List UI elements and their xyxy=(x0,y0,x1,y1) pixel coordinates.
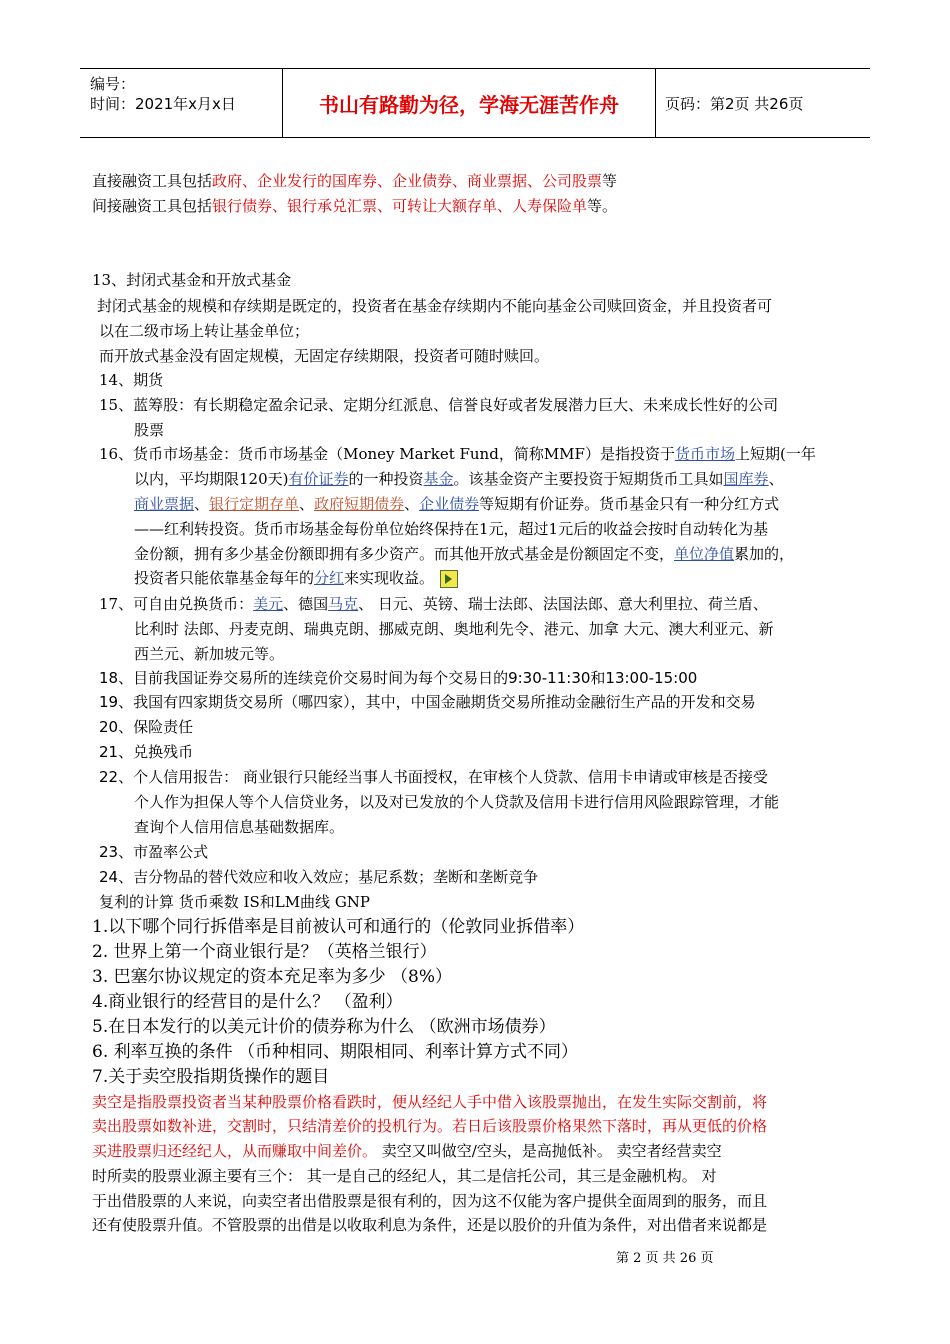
short-sell-line2: 卖出股票如数补进，交割时，只结清差价的投机行为。若日后该股票价格果然下落时，再从更低的价格 xyxy=(92,1117,768,1135)
direct-suffix: 等 xyxy=(602,172,618,190)
misc-topics: 复利的计算 货币乘数 IS和LM曲线 GNP xyxy=(99,893,371,911)
item-16-line1 xyxy=(99,444,816,464)
item-19: 19、我国有四家期货交易所（哪四家），其中，中国金融期货交易所推动金融衍生产品的开发和交易 xyxy=(99,693,756,711)
item-16-line5 xyxy=(134,544,794,564)
item-13-line2: 以在二级市场上转让基金单位； xyxy=(99,322,310,340)
short-sell-line4: 时所卖的股票业源主要有三个： 其一是自己的经纪人，其二是信托公司，其三是金融机构。 对 xyxy=(92,1167,717,1185)
item-16-text-b: 上短期(一年 xyxy=(734,445,816,463)
item-16-line3 xyxy=(134,494,779,514)
direct-prefix: 直接融资工具包括 xyxy=(92,172,213,190)
direct-items: 政府、企业发行的国库券、企业债券、商业票据、公司股票 xyxy=(212,172,603,190)
item-14: 14、期货 xyxy=(99,371,164,389)
item-22-line3: 查询个人信用信息基础数据库。 xyxy=(134,818,345,836)
item-17-line3: 西兰元、新加坡元等。 xyxy=(134,645,285,663)
code-label: 编号： xyxy=(90,75,136,93)
link-usd[interactable]: 美元 xyxy=(253,595,284,613)
short-sell-line3 xyxy=(92,1141,722,1161)
link-money-market[interactable]: 货币市场 xyxy=(674,445,735,463)
indirect-financing-line xyxy=(92,196,617,216)
question-5: 5.在日本发行的以美元计价的债券称为什么 （欧洲市场债券） xyxy=(92,1017,556,1037)
item-16-line2 xyxy=(134,469,784,489)
item-16-text-m: 累加的， xyxy=(734,545,795,563)
separator: 、 xyxy=(404,495,420,513)
direct-financing-line xyxy=(92,171,617,191)
item-24: 24、吉分物品的替代效应和收入效应；基尼系数；垄断和垄断竞争 xyxy=(99,868,539,886)
header-meta xyxy=(80,69,283,137)
item-17-text-b: 、德国 xyxy=(283,595,329,613)
item-16-text-e: 。该基金资产主要投资于短期货币工具如 xyxy=(453,470,724,488)
item-16-text-c: 以内，平均期限120天) xyxy=(134,470,289,488)
item-17-text-a: 17、可自由兑换货币： xyxy=(99,595,254,613)
link-fund[interactable]: 基金 xyxy=(423,470,454,488)
header-page-info: 页码：第2页 共26页 xyxy=(665,94,804,113)
link-securities[interactable]: 有价证券 xyxy=(288,470,349,488)
indirect-prefix: 间接融资工具包括 xyxy=(92,197,213,215)
link-dividend[interactable]: 分红 xyxy=(314,569,345,587)
question-4: 4.商业银行的经营目的是什么？ （盈利） xyxy=(92,992,403,1012)
indirect-items: 银行债券、银行承兑汇票、可转让大额存单、人寿保险单 xyxy=(212,197,588,215)
item-17-line1 xyxy=(99,594,768,614)
short-sell-line1: 卖空是指股票投资者当某种股票价格看跌时，便从经纪人手中借入该股票抛出，在发生实际交割前，将 xyxy=(92,1093,768,1111)
item-15-line2: 股票 xyxy=(134,421,165,439)
item-16-text-o: 来实现收益。 xyxy=(344,569,435,587)
link-treasury-bill[interactable]: 国库券 xyxy=(723,470,769,488)
header-motto: 书山有路勤为径，学海无涯苦作舟 xyxy=(283,69,656,137)
item-17-line2: 比利时 法郎、丹麦克朗、瑞典克朗、挪威克朗、奥地利先令、港元、加拿 大元、澳大利亚元、新 xyxy=(134,620,774,638)
question-1: 1.以下哪个同行拆借率是目前被认可和通行的（伦敦同业拆借率） xyxy=(92,917,585,937)
link-bank-deposit[interactable]: 银行定期存单 xyxy=(209,495,300,513)
link-commercial-paper[interactable]: 商业票据 xyxy=(134,495,195,513)
item-16-line6 xyxy=(134,568,458,588)
short-sell-line3-black: 卖空又叫做空/空头，是高抛低补。 卖空者经营卖空 xyxy=(377,1142,722,1160)
arrow-icon[interactable] xyxy=(440,570,458,588)
item-13-line3: 而开放式基金没有固定规模，无固定存续期限，投资者可随时赎回。 xyxy=(99,347,550,365)
question-6: 6. 利率互换的条件 （币种相同、期限相同、利率计算方式不同） xyxy=(92,1042,579,1062)
separator: 、 xyxy=(194,495,210,513)
date-label: 时间：2021年x月x日 xyxy=(90,95,236,113)
question-2: 2. 世界上第一个商业银行是？（英格兰银行） xyxy=(92,942,437,962)
separator: 、 xyxy=(299,495,315,513)
item-13-line1: 封闭式基金的规模和存续期是既定的，投资者在基金存续期内不能向基金公司赎回资金，并且投资者可 xyxy=(97,297,773,315)
item-13-title: 13、封闭式基金和开放式基金 xyxy=(92,271,292,289)
indirect-suffix: 等。 xyxy=(587,197,618,215)
link-government-bond[interactable]: 政府短期债券 xyxy=(314,495,405,513)
item-16-text-d: 的一种投资 xyxy=(348,470,424,488)
item-16-text-a: 16、货币市场基金：货币市场基金（Money Market Fund，简称MMF）是指投资于 xyxy=(99,445,675,463)
link-corporate-bond[interactable]: 企业债券 xyxy=(419,495,480,513)
item-15-line1: 15、蓝筹股：有长期稳定盈余记录、定期分红派息、信誉良好或者发展潜力巨大、未来成长性好的公司 xyxy=(99,396,779,414)
item-22-line1: 22、个人信用报告： 商业银行只能经当事人书面授权，在审核个人贷款、信用卡申请或审核是否接受 xyxy=(99,768,768,786)
short-sell-line5: 于出借股票的人来说，向卖空者出借股票是很有利的，因为这不仅能为客户提供全面周到的服务，而且 xyxy=(92,1192,768,1210)
item-22-line2: 个人作为担保人等个人信贷业务，以及对已发放的个人贷款及信用卡进行信用风险跟踪管理，才能 xyxy=(134,793,780,811)
item-23: 23、市盈率公式 xyxy=(99,843,209,861)
item-16-text-n: 投资者只能依靠基金每年的 xyxy=(134,569,315,587)
item-16-line4: ——红利转投资。货币市场基金每份单位始终保持在1元，超过1元后的收益会按时自动转化为基 xyxy=(134,520,769,538)
short-sell-line3-red: 买进股票归还经纪人，从而赚取中间差价。 xyxy=(92,1142,378,1160)
link-unit-nav[interactable]: 单位净值 xyxy=(674,545,735,563)
link-mark[interactable]: 马克 xyxy=(328,595,359,613)
item-16-text-j: 等短期有价证券。货币基金只有一种分红方式 xyxy=(479,495,780,513)
item-17-text-c: 、 日元、英镑、瑞士法郎、法国法郎、意大利里拉、荷兰盾、 xyxy=(358,595,768,613)
separator: 、 xyxy=(768,470,784,488)
item-20: 20、保险责任 xyxy=(99,718,194,736)
item-21: 21、兑换残币 xyxy=(99,743,194,761)
item-16-text-l: 金份额，拥有多少基金份额即拥有多少资产。而其他开放式基金是份额固定不变， xyxy=(134,545,675,563)
question-3: 3. 巴塞尔协议规定的资本充足率为多少 （8%） xyxy=(92,967,452,987)
page-header xyxy=(80,68,870,138)
item-18: 18、目前我国证券交易所的连续竞价交易时间为每个交易日的9:30-11:30和13:00-15:00 xyxy=(99,669,698,687)
question-7: 7.关于卖空股指期货操作的题目 xyxy=(92,1067,330,1087)
page-footer: 第 2 页 共 26 页 xyxy=(616,1251,714,1266)
short-sell-line6: 还有使股票升值。不管股票的出借是以收取利息为条件，还是以股价的升值为条件，对出借者来说都是 xyxy=(92,1216,768,1234)
